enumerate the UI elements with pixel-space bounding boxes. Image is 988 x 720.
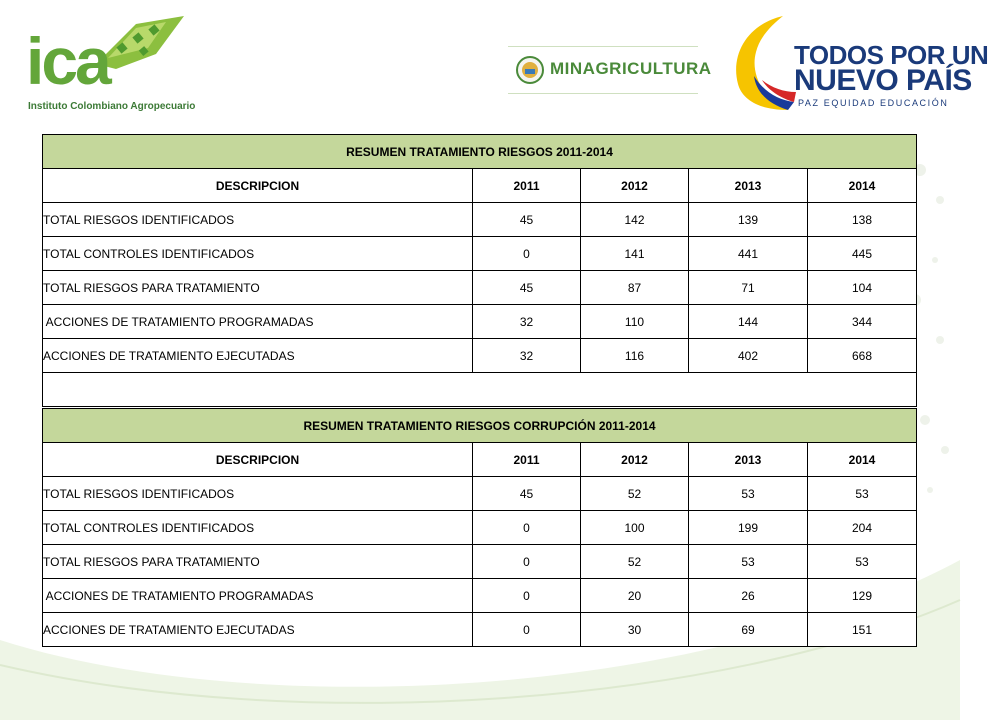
- row-description: TOTAL RIESGOS IDENTIFICADOS: [43, 203, 473, 237]
- column-header: 2013: [689, 169, 808, 203]
- cell-value: 441: [689, 237, 808, 271]
- header: [0, 0, 988, 125]
- column-header: DESCRIPCION: [43, 443, 473, 477]
- cell-value: 45: [473, 203, 581, 237]
- spacer-cell: [43, 373, 917, 407]
- minagricultura-text: MINAGRICULTURA: [550, 59, 712, 78]
- flag-swoosh-icon: [728, 14, 798, 114]
- cell-value: 30: [581, 613, 689, 647]
- table-row: [43, 613, 917, 647]
- table-row: [43, 237, 917, 271]
- column-header: 2014: [808, 169, 917, 203]
- cell-value: 52: [581, 477, 689, 511]
- ica-logo-subtitle: Instituto Colombiano Agropecuario: [28, 101, 196, 112]
- cell-value: 26: [689, 579, 808, 613]
- cell-value: 142: [581, 203, 689, 237]
- risk-treatment-table: [42, 134, 917, 407]
- cell-value: 32: [473, 305, 581, 339]
- cell-value: 0: [473, 511, 581, 545]
- row-description: TOTAL RIESGOS IDENTIFICADOS: [43, 477, 473, 511]
- cell-value: 0: [473, 579, 581, 613]
- cell-value: 100: [581, 511, 689, 545]
- cell-value: 402: [689, 339, 808, 373]
- table-row: [43, 305, 917, 339]
- table-row: [43, 579, 917, 613]
- cell-value: 138: [808, 203, 917, 237]
- column-header: 2014: [808, 443, 917, 477]
- slogan-line-1: TODOS POR UN: [794, 40, 988, 70]
- cell-value: 53: [808, 477, 917, 511]
- cell-value: 668: [808, 339, 917, 373]
- row-description: ACCIONES DE TRATAMIENTO PROGRAMADAS: [43, 579, 473, 613]
- table-title-row: [43, 409, 917, 443]
- colombia-emblem-icon: [516, 56, 544, 84]
- table-title-row: [43, 135, 917, 169]
- table-spacer-row: [43, 373, 917, 407]
- ica-logo: [24, 12, 194, 117]
- cell-value: 139: [689, 203, 808, 237]
- column-header: 2012: [581, 443, 689, 477]
- ica-leaf-icon: [96, 14, 186, 69]
- cell-value: 144: [689, 305, 808, 339]
- cell-value: 445: [808, 237, 917, 271]
- cell-value: 53: [689, 545, 808, 579]
- cell-value: 110: [581, 305, 689, 339]
- table-title: RESUMEN TRATAMIENTO RIESGOS CORRUPCIÓN 2011-2014: [43, 409, 917, 443]
- table-row: [43, 339, 917, 373]
- row-description: ACCIONES DE TRATAMIENTO PROGRAMADAS: [43, 305, 473, 339]
- row-description: TOTAL RIESGOS PARA TRATAMIENTO: [43, 545, 473, 579]
- table-row: [43, 271, 917, 305]
- cell-value: 45: [473, 477, 581, 511]
- row-description: ACCIONES DE TRATAMIENTO EJECUTADAS: [43, 613, 473, 647]
- cell-value: 69: [689, 613, 808, 647]
- table-row: [43, 511, 917, 545]
- column-header: 2011: [473, 443, 581, 477]
- cell-value: 204: [808, 511, 917, 545]
- cell-value: 20: [581, 579, 689, 613]
- cell-value: 116: [581, 339, 689, 373]
- corruption-risk-treatment-table: [42, 408, 917, 647]
- column-header: 2012: [581, 169, 689, 203]
- cell-value: 53: [689, 477, 808, 511]
- table-header-row: [43, 443, 917, 477]
- table-row: [43, 203, 917, 237]
- ica-logo-text: ica: [26, 24, 109, 98]
- cell-value: 0: [473, 545, 581, 579]
- cell-value: 141: [581, 237, 689, 271]
- table-row: [43, 477, 917, 511]
- slogan-line-3: PAZ EQUIDAD EDUCACIÓN: [798, 98, 949, 108]
- todos-por-un-nuevo-pais-logo: [728, 14, 988, 114]
- cell-value: 0: [473, 237, 581, 271]
- row-description: TOTAL CONTROLES IDENTIFICADOS: [43, 511, 473, 545]
- cell-value: 45: [473, 271, 581, 305]
- cell-value: 151: [808, 613, 917, 647]
- row-description: TOTAL RIESGOS PARA TRATAMIENTO: [43, 271, 473, 305]
- cell-value: 87: [581, 271, 689, 305]
- column-header: 2013: [689, 443, 808, 477]
- row-description: ACCIONES DE TRATAMIENTO EJECUTADAS: [43, 339, 473, 373]
- column-header: 2011: [473, 169, 581, 203]
- table-title: RESUMEN TRATAMIENTO RIESGOS 2011-2014: [43, 135, 917, 169]
- cell-value: 32: [473, 339, 581, 373]
- cell-value: 53: [808, 545, 917, 579]
- minagricultura-logo: [508, 46, 712, 94]
- cell-value: 104: [808, 271, 917, 305]
- table-row: [43, 545, 917, 579]
- cell-value: 129: [808, 579, 917, 613]
- cell-value: 344: [808, 305, 917, 339]
- row-description: TOTAL CONTROLES IDENTIFICADOS: [43, 237, 473, 271]
- cell-value: 52: [581, 545, 689, 579]
- slogan-line-2: NUEVO PAÍS: [794, 64, 972, 97]
- cell-value: 199: [689, 511, 808, 545]
- cell-value: 0: [473, 613, 581, 647]
- table-header-row: [43, 169, 917, 203]
- cell-value: 71: [689, 271, 808, 305]
- column-header: DESCRIPCION: [43, 169, 473, 203]
